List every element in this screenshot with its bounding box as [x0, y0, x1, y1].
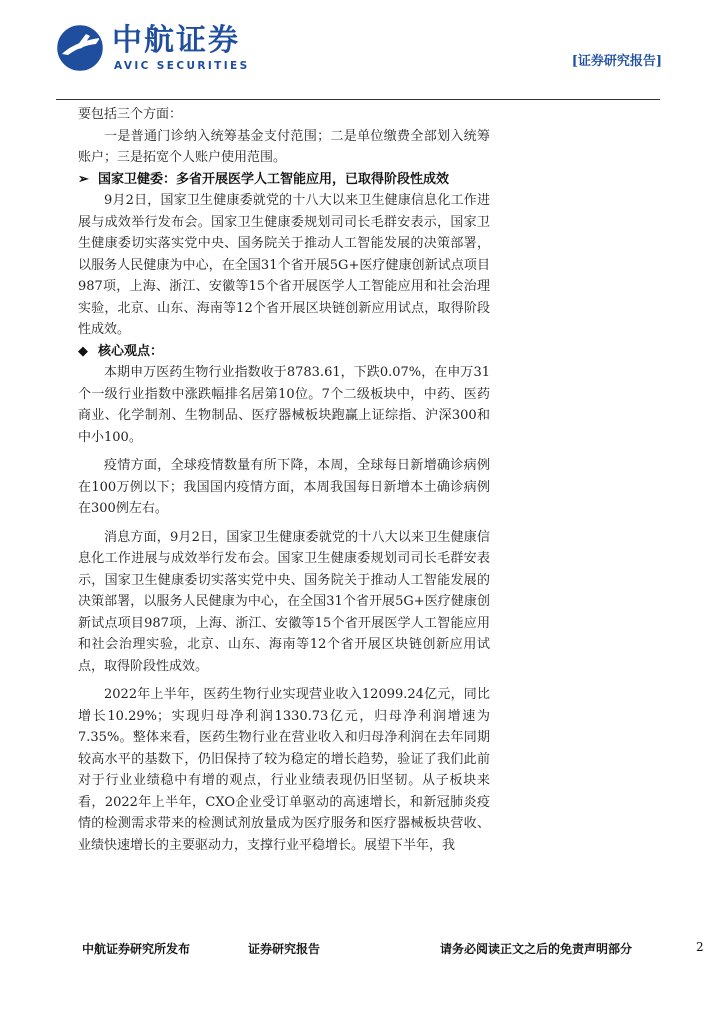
footer-doc-type: 证券研究报告: [248, 942, 321, 956]
body-paragraph: 2022年上半年，医药生物行业实现营业收入12099.24亿元，同比增长10.29%；实现归母净利润1330.73亿元，归母净利润增速为7.35%。整体来看，医药生物行业在营业收入和归母净利润在去年同期较高水平的基数下，仍旧保持了较为稳定的增长趋势，验证了我们此前对于行业业绩稳中有增的观点，行业业绩表现仍旧坚韧。从子板块来看，2022年上半年，CXO企业受订单驱动的高速增长，和新冠肺炎疫情的检测需求带来的检测试剂放量成为医疗服务和医疗器械板块营收、业绩快速增长的主要驱动力，支撑行业平稳增长。展望下半年，我: [78, 687, 490, 853]
body-paragraph: 本期申万医药生物行业指数收于8783.61，下跌0.07%，在申万31个一级行业指数中涨跌幅排名居第10位。7个二级板块中，中药、医药商业、化学制剂、生物制品、医疗器械板块跑赢上证综指、沪深300和中小100。: [78, 365, 490, 445]
body-paragraph: 一是普通门诊纳入统筹基金支付范围；二是单位缴费全部划入统筹账户；三是拓宽个人账户使用范围。: [78, 128, 490, 165]
page-footer: [82, 940, 702, 960]
section-heading-text: 核心观点：: [98, 343, 164, 359]
body-paragraph: 消息方面，9月2日，国家卫生健康委就党的十八大以来卫生健康信息化工作进展与成效举行发布会。国家卫生健康委规划司司长毛群安表示，国家卫生健康委切实落实党中央、国务院关于推动人工智能发展的决策部署，以服务人民健康为中心，在全国31个省开展5G+医疗健康创新试点项目987项，上海、浙江、安徽等15个省开展医学人工智能应用和社会治理实验，北京、山东、海南等12个省开展区块链创新应用试点，取得阶段性成效。: [78, 529, 490, 674]
section-heading: [78, 341, 490, 363]
footer-disclaimer: 请务必阅读正文之后的免责声明部分: [440, 942, 633, 956]
diamond-bullet-icon: ◆: [78, 343, 88, 359]
section-heading: [78, 169, 490, 191]
report-type-tag: [证券研究报告]: [571, 54, 662, 69]
footer-publisher: 中航证券研究所发布: [82, 942, 191, 956]
report-body: [78, 104, 490, 856]
arrow-bullet-icon: ➢: [78, 171, 89, 187]
page-header: [56, 22, 662, 100]
brand-name-en: AVIC SECURITIES: [114, 60, 250, 72]
brand-name-cn: 中航证券: [112, 23, 240, 58]
body-paragraph: 要包括三个方面：: [78, 107, 183, 122]
header-divider: [56, 99, 660, 100]
page-number: 2: [696, 940, 704, 954]
section-heading-text: 国家卫健委：多省开展医学人工智能应用，已取得阶段性成效: [98, 171, 450, 187]
body-paragraph: 疫情方面，全球疫情数量有所下降，本周，全球每日新增确诊病例在100万例以下；我国国内疫情方面，本周我国每日新增本土确诊病例在300例左右。: [78, 458, 490, 516]
body-paragraph: 9月2日，国家卫生健康委就党的十八大以来卫生健康信息化工作进展与成效举行发布会。国家卫生健康委规划司司长毛群安表示，国家卫生健康委切实落实党中央、国务院关于推动人工智能发展的决策部署，以服务人民健康为中心，在全国31个省开展5G+医疗健康创新试点项目987项，上海、浙江、安徽等15个省开展医学人工智能应用和社会治理实验，北京、山东、海南等12个省开展区块链创新应用试点，取得阶段性成效。: [78, 193, 490, 337]
avic-plane-logo-icon: [56, 24, 104, 72]
